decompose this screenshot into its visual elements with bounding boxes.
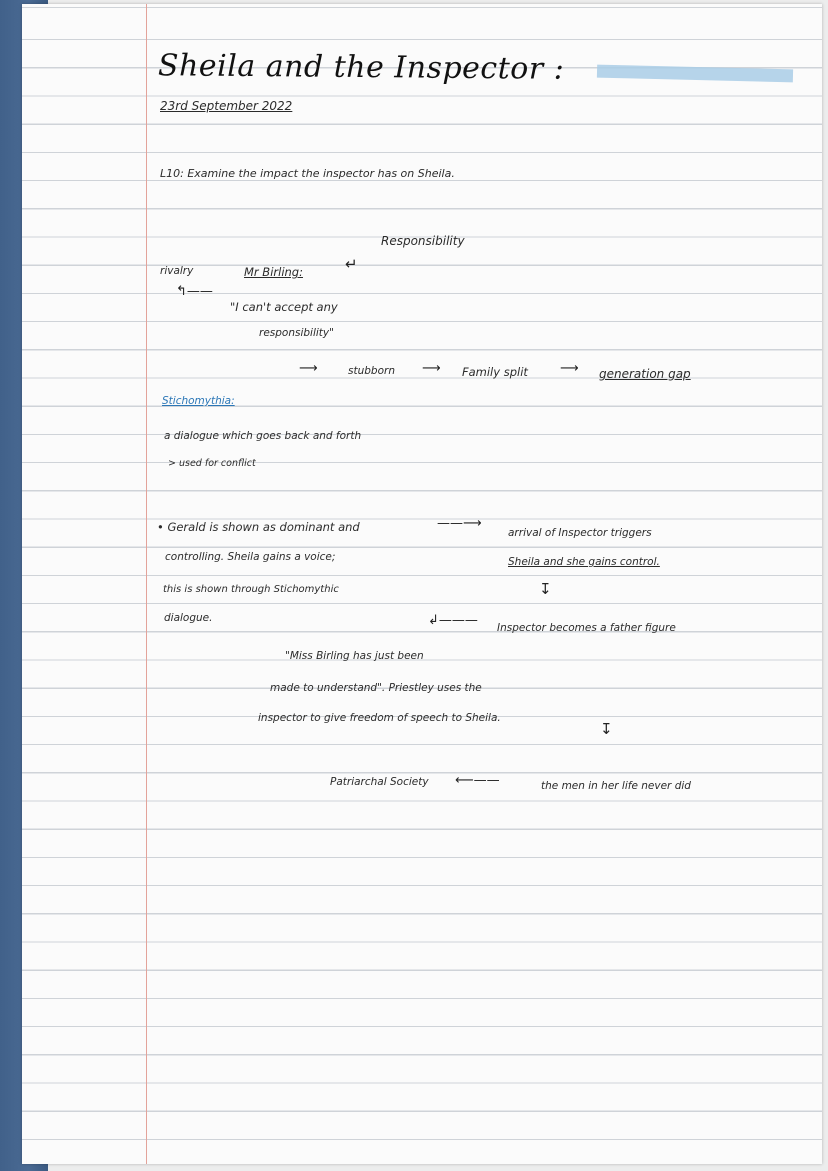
men-in-her-life: the men in her life never did (541, 780, 691, 792)
miss-birling-line-3: inspector to give freedom of speech to Sheila. (258, 712, 501, 724)
gerald-line-2: controlling. Sheila gains a voice; (165, 551, 336, 563)
quote-line-2: responsibility" (259, 327, 334, 339)
return-arrow-icon: ↵ (345, 255, 358, 273)
stubborn-label: stubborn (348, 365, 395, 377)
up-left-arrow-icon: ↰—— (176, 284, 213, 299)
gerald-line-1: • Gerald is shown as dominant and (157, 520, 360, 534)
mr-birling-label: Mr Birling: (244, 265, 303, 279)
left-arrow-icon: ⟵—— (455, 773, 500, 788)
arrival-line-2: Sheila and she gains control. (508, 556, 660, 568)
page-title: Sheila and the Inspector : (157, 48, 565, 87)
quote-line-1: "I can't accept any (230, 300, 338, 314)
arrival-line-1: arrival of Inspector triggers (508, 527, 652, 539)
right-arrow-icon: ⟶ (299, 361, 318, 376)
rivalry-label: rivalry (160, 265, 194, 277)
right-arrow-icon: ⟶ (422, 361, 441, 376)
stichomythia-heading: Stichomythia: (162, 395, 235, 407)
learning-objective: L10: Examine the impact the inspector has on Sheila. (160, 167, 455, 180)
down-arrow-icon: ↧ (600, 720, 613, 738)
date-line: 23rd September 2022 (160, 99, 293, 113)
generation-gap-label: generation gap (599, 367, 691, 381)
down-left-arrow-icon: ↲——— (428, 613, 478, 628)
responsibility-label: Responsibility (381, 234, 465, 248)
stichomythia-definition: a dialogue which goes back and forth (164, 430, 362, 442)
right-arrow-icon: ——⟶ (437, 516, 482, 531)
patriarchal-society-label: Patriarchal Society (330, 776, 429, 788)
margin-line (146, 4, 147, 1164)
inspector-father-figure: Inspector becomes a father figure (497, 622, 676, 634)
miss-birling-line-1: "Miss Birling has just been (285, 650, 424, 662)
used-for-conflict-note: > used for conflict (168, 458, 256, 469)
right-arrow-icon: ⟶ (560, 361, 579, 376)
gerald-line-4: dialogue. (164, 612, 213, 624)
family-split-label: Family split (462, 365, 528, 379)
miss-birling-line-2: made to understand". Priestley uses the (270, 682, 482, 694)
down-arrow-icon: ↧ (539, 580, 552, 598)
gerald-line-3: this is shown through Stichomythic (163, 584, 339, 595)
